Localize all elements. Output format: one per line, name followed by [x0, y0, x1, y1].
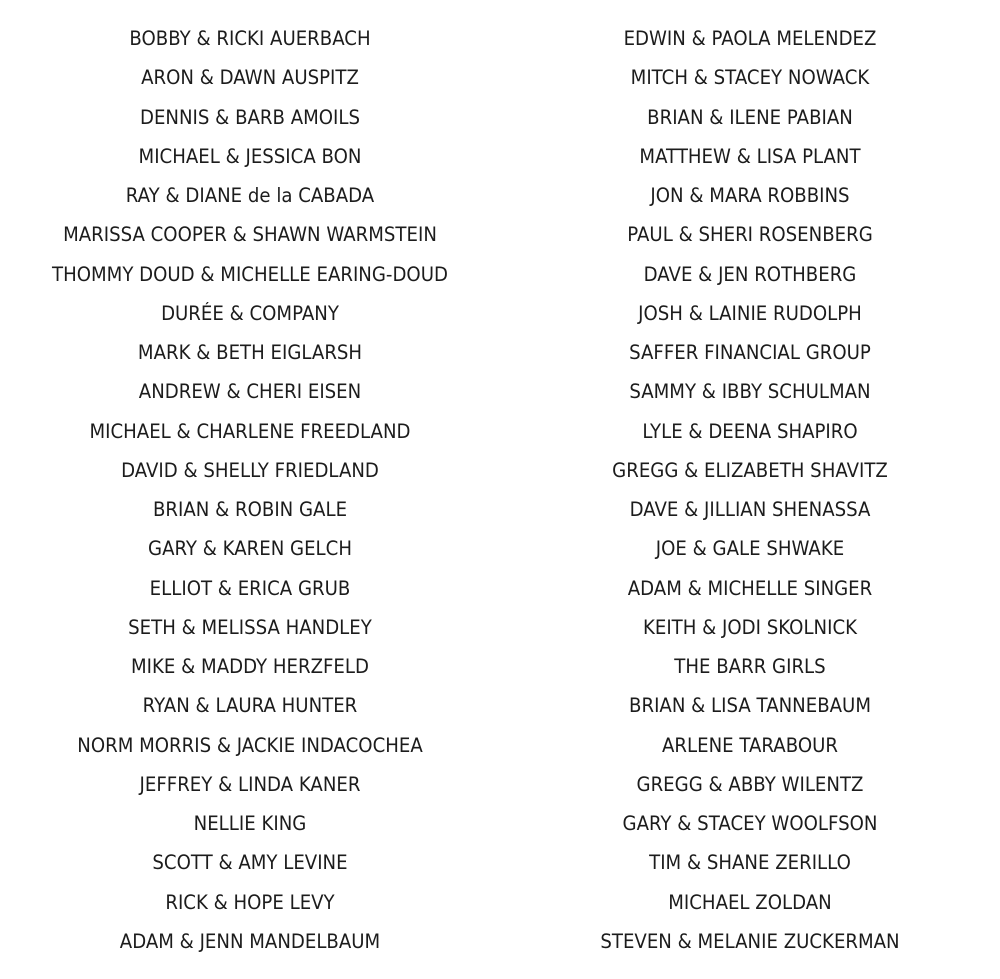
sponsor-name: ELLIOT & ERICA GRUB	[149, 576, 351, 600]
sponsor-name: NORM MORRIS & JACKIE INDACOCHEA	[77, 733, 423, 757]
sponsor-name: STEVEN & MELANIE ZUCKERMAN	[600, 929, 900, 953]
sponsor-name: SAFFER FINANCIAL GROUP	[629, 341, 871, 364]
sponsor-name: PAUL & SHERI ROSENBERG	[627, 223, 873, 247]
sponsor-name: GARY & STACEY WOOLFSON	[622, 812, 878, 835]
sponsor-name: GREGG & ABBY WILENTZ	[636, 772, 864, 796]
sponsor-name: ADAM & MICHELLE SINGER	[627, 576, 873, 600]
sponsor-list	[0, 19, 1000, 964]
sponsor-name: MITCH & STACEY NOWACK	[630, 66, 870, 90]
sponsor-name: ARON & DAWN AUSPITZ	[141, 66, 359, 90]
sponsor-name: SCOTT & AMY LEVINE	[152, 851, 348, 875]
sponsor-column-left	[0, 19, 500, 964]
sponsor-name: DAVID & SHELLY FRIEDLAND	[121, 458, 379, 482]
sponsor-name: BRIAN & ILENE PABIAN	[647, 105, 853, 129]
sponsor-name: MICHAEL & CHARLENE FREEDLAND	[89, 419, 411, 443]
sponsor-name: DAVE & JEN ROTHBERG	[643, 262, 857, 286]
sponsor-name: EDWIN & PAOLA MELENDEZ	[623, 27, 877, 50]
sponsor-name: BRIAN & ROBIN GALE	[152, 498, 348, 521]
sponsor-name: MARK & BETH EIGLARSH	[137, 341, 363, 364]
sponsor-name: MATTHEW & LISA PLANT	[639, 144, 861, 168]
sponsor-name: BRIAN & LISA TANNEBAUM	[629, 694, 871, 718]
sponsor-name: NELLIE KING	[193, 812, 307, 835]
sponsor-name: SETH & MELISSA HANDLEY	[128, 615, 372, 639]
sponsor-name: KEITH & JODI SKOLNICK	[642, 615, 858, 639]
sponsor-name: THE BARR GIRLS	[674, 655, 826, 678]
sponsor-name: THOMMY DOUD & MICHELLE EARING-DOUD	[52, 262, 448, 286]
sponsor-name: MARISSA COOPER & SHAWN WARMSTEIN	[63, 223, 437, 247]
sponsor-name: MICHAEL ZOLDAN	[668, 890, 832, 914]
sponsor-name: JOSH & LAINIE RUDOLPH	[638, 301, 862, 325]
sponsor-name: ARLENE TARABOUR	[661, 733, 838, 757]
sponsor-name: DENNIS & BARB AMOILS	[139, 105, 361, 129]
sponsor-name: MICHAEL & JESSICA BON	[138, 144, 362, 168]
sponsor-name: MIKE & MADDY HERZFELD	[131, 655, 369, 678]
sponsor-name: JEFFREY & LINDA KANER	[139, 772, 361, 796]
sponsor-name: ANDREW & CHERI EISEN	[138, 380, 362, 404]
sponsor-name: SAMMY & IBBY SCHULMAN	[629, 380, 871, 404]
sponsor-name: JON & MARA ROBBINS	[650, 184, 850, 207]
sponsor-name: TIM & SHANE ZERILLO	[649, 851, 851, 875]
sponsor-name: RAY & DIANE de la CABADA	[125, 184, 375, 207]
sponsor-name: DAVE & JILLIAN SHENASSA	[629, 498, 871, 521]
sponsor-name: BOBBY & RICKI AUERBACH	[129, 27, 371, 50]
sponsor-name: LYLE & DEENA SHAPIRO	[642, 419, 858, 443]
sponsor-name: RICK & HOPE LEVY	[165, 890, 335, 914]
sponsor-name: GREGG & ELIZABETH SHAVITZ	[612, 458, 888, 482]
sponsor-name: GARY & KAREN GELCH	[148, 537, 352, 561]
sponsor-column-right	[500, 19, 1000, 964]
sponsor-name: DURÉE & COMPANY	[161, 301, 339, 325]
sponsor-name: RYAN & LAURA HUNTER	[142, 694, 358, 718]
sponsor-name: ADAM & JENN MANDELBAUM	[119, 929, 381, 953]
sponsor-name: JOE & GALE SHWAKE	[655, 537, 845, 561]
